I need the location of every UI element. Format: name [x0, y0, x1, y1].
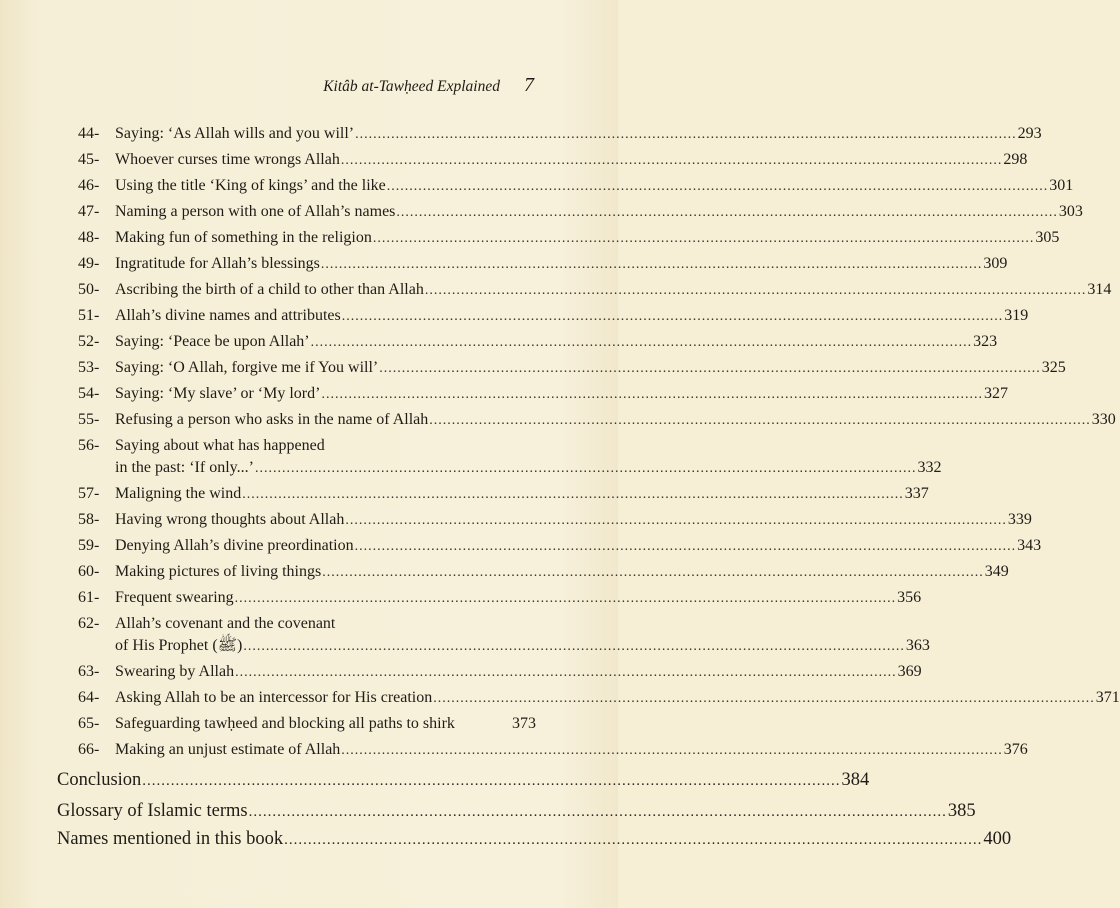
dot-leader: ................................................................................................................................................... [234, 591, 897, 606]
chapter-number: 47- [78, 203, 100, 220]
chapter-title: Frequent swearing [115, 589, 234, 606]
dot-leader: ................................................................................................................................................... [320, 257, 983, 272]
backmatter-page: 385 [947, 801, 976, 821]
chapter-title: Maligning the wind [115, 485, 242, 502]
chapter-page: 303 [1058, 203, 1083, 220]
chapter-number: 60- [78, 563, 100, 580]
chapter-number: 63- [78, 663, 100, 680]
toc-backmatter-entry[interactable] [57, 829, 1012, 850]
chapter-page: 309 [983, 255, 1008, 272]
dot-leader: ................................................................................................................................................... [243, 639, 905, 654]
toc-entry[interactable] [78, 562, 1009, 583]
chapter-page: 305 [1035, 229, 1060, 246]
chapter-number: 57- [78, 485, 100, 502]
toc-backmatter-entry[interactable] [57, 801, 976, 822]
chapter-page: 319 [1004, 307, 1029, 324]
chapter-page: 373 [512, 715, 536, 732]
chapter-title: Making fun of something in the religion [115, 229, 372, 246]
dot-leader: ................................................................................................................................................... [235, 665, 897, 680]
dot-leader: ................................................................................................................................................... [379, 361, 1041, 376]
chapter-page: 327 [983, 385, 1008, 402]
chapter-number: 49- [78, 255, 100, 272]
chapter-title: Ascribing the birth of a child to other than Allah [115, 281, 424, 298]
dot-leader: ................................................................................................................................................... [355, 127, 1017, 142]
chapter-number: 64- [78, 689, 100, 706]
chapter-page: 325 [1041, 359, 1066, 376]
dot-leader: ................................................................................................................................................... [254, 461, 917, 476]
toc-entry[interactable] [78, 176, 1074, 197]
chapter-title: Safeguarding tawḥeed and blocking all paths to shirk [115, 715, 455, 732]
page-number: 7 [524, 74, 534, 96]
toc-entry[interactable] [78, 510, 1032, 531]
dot-leader: ................................................................................................................................................... [321, 387, 983, 402]
chapter-page: 293 [1017, 125, 1042, 142]
backmatter-title: Conclusion [57, 770, 142, 790]
chapter-number: 66- [78, 741, 100, 758]
toc-entry[interactable] [78, 228, 1060, 249]
dot-leader: ................................................................................................................................................... [396, 205, 1058, 220]
dot-leader: ................................................................................................................................................... [424, 283, 1087, 298]
chapter-title-line1: Saying about what has happened [115, 437, 325, 454]
chapter-title: Allah’s divine names and attributes [115, 307, 341, 324]
dot-leader: ................................................................................................................................................... [322, 565, 984, 580]
toc-entry[interactable] [78, 280, 1112, 301]
chapter-page: 337 [904, 485, 929, 502]
chapter-page: 356 [897, 589, 922, 606]
chapter-number: 53- [78, 359, 100, 376]
toc-entry[interactable] [78, 615, 930, 657]
chapter-number: 65- [78, 715, 100, 732]
chapter-page: 363 [905, 637, 930, 654]
chapter-title: Whoever curses time wrongs Allah [115, 151, 340, 168]
toc-entry[interactable] [78, 536, 1042, 557]
backmatter-page: 400 [983, 829, 1012, 849]
dot-leader: ................................................................................................................................................... [341, 309, 1004, 324]
toc-entry[interactable] [78, 202, 1083, 223]
toc-entry[interactable] [78, 124, 1042, 145]
running-head [323, 74, 534, 97]
dot-leader: ................................................................................................................................................... [429, 413, 1091, 428]
toc-entry[interactable] [78, 437, 942, 479]
chapter-title: of His Prophet (ﷺ) [115, 637, 243, 654]
toc-entry[interactable] [78, 484, 929, 505]
dot-leader: ................................................................................................................................................... [386, 179, 1049, 194]
dot-leader: ................................................................................................................................................... [284, 832, 983, 848]
toc-entry[interactable] [78, 358, 1066, 379]
toc-entry[interactable] [78, 588, 922, 609]
chapter-page: 349 [984, 563, 1009, 580]
dot-leader: ................................................................................................................................................... [142, 773, 841, 789]
dot-leader: ................................................................................................................................................... [345, 513, 1007, 528]
book-title: Kitâb at-Tawḥeed Explained [323, 78, 500, 95]
chapter-number: 54- [78, 385, 100, 402]
chapter-number: 55- [78, 411, 100, 428]
chapter-title: Making an unjust estimate of Allah [115, 741, 341, 758]
chapter-page: 301 [1049, 177, 1074, 194]
chapter-page: 339 [1007, 511, 1032, 528]
chapter-page: 332 [917, 459, 942, 476]
dot-leader: ................................................................................................................................................... [340, 153, 1003, 168]
toc-entry[interactable] [78, 410, 1116, 431]
chapter-title: in the past: ‘If only...’ [115, 459, 254, 476]
dot-leader: ................................................................................................................................................... [248, 804, 947, 820]
chapter-title-line1: Allah’s covenant and the covenant [115, 615, 336, 632]
chapter-number: 45- [78, 151, 100, 168]
toc-entry[interactable] [78, 714, 536, 734]
toc-backmatter-entry[interactable] [57, 770, 870, 791]
dot-leader: ................................................................................................................................................... [242, 487, 904, 502]
chapter-title: Saying: ‘Peace be upon Allah’ [115, 333, 310, 350]
chapter-title: Using the title ‘King of kings’ and the like [115, 177, 386, 194]
toc-entry[interactable] [78, 254, 1008, 275]
chapter-number: 46- [78, 177, 100, 194]
backmatter-title: Names mentioned in this book [57, 829, 284, 849]
chapter-page: 323 [973, 333, 998, 350]
dot-leader: ................................................................................................................................................... [341, 743, 1003, 758]
chapter-number: 52- [78, 333, 100, 350]
backmatter-title: Glossary of Islamic terms [57, 801, 248, 821]
chapter-title: Saying: ‘O Allah, forgive me if You will’ [115, 359, 379, 376]
chapter-title: Saying: ‘My slave’ or ‘My lord’ [115, 385, 321, 402]
chapter-number: 59- [78, 537, 100, 554]
chapter-number: 58- [78, 511, 100, 528]
toc-entry[interactable] [78, 306, 1029, 327]
chapter-page: 371 [1095, 689, 1120, 706]
chapter-number: 61- [78, 589, 100, 606]
dot-leader: ................................................................................................................................................... [354, 539, 1017, 554]
chapter-title: Saying: ‘As Allah wills and you will’ [115, 125, 355, 142]
toc-entry[interactable] [78, 332, 998, 353]
chapter-page: 330 [1091, 411, 1116, 428]
toc-entry[interactable] [78, 688, 1120, 709]
chapter-title: Denying Allah’s divine preordination [115, 537, 354, 554]
chapter-number: 44- [78, 125, 100, 142]
backmatter-page: 384 [841, 770, 870, 790]
toc-entry[interactable] [78, 384, 1008, 405]
chapter-page: 298 [1003, 151, 1028, 168]
chapter-page: 369 [897, 663, 922, 680]
chapter-page: 343 [1017, 537, 1042, 554]
chapter-number: 51- [78, 307, 100, 324]
toc-entry[interactable] [78, 150, 1028, 171]
chapter-page: 314 [1087, 281, 1112, 298]
chapter-title: Refusing a person who asks in the name of Allah [115, 411, 429, 428]
chapter-number: 62- [78, 615, 100, 632]
toc-entry[interactable] [78, 740, 1028, 761]
dot-leader: ................................................................................................................................................... [310, 335, 973, 350]
chapter-title: Ingratitude for Allah’s blessings [115, 255, 320, 272]
chapter-number: 56- [78, 437, 100, 454]
chapter-title: Asking Allah to be an intercessor for His creation [115, 689, 433, 706]
chapter-number: 50- [78, 281, 100, 298]
chapter-title: Swearing by Allah [115, 663, 235, 680]
chapter-number: 48- [78, 229, 100, 246]
chapter-page: 376 [1003, 741, 1028, 758]
chapter-title: Making pictures of living things [115, 563, 322, 580]
dot-leader: ................................................................................................................................................... [372, 231, 1035, 246]
chapter-title: Naming a person with one of Allah’s names [115, 203, 396, 220]
toc-entry[interactable] [78, 662, 922, 683]
chapter-title: Having wrong thoughts about Allah [115, 511, 345, 528]
dot-leader: ................................................................................................................................................... [433, 691, 1095, 706]
